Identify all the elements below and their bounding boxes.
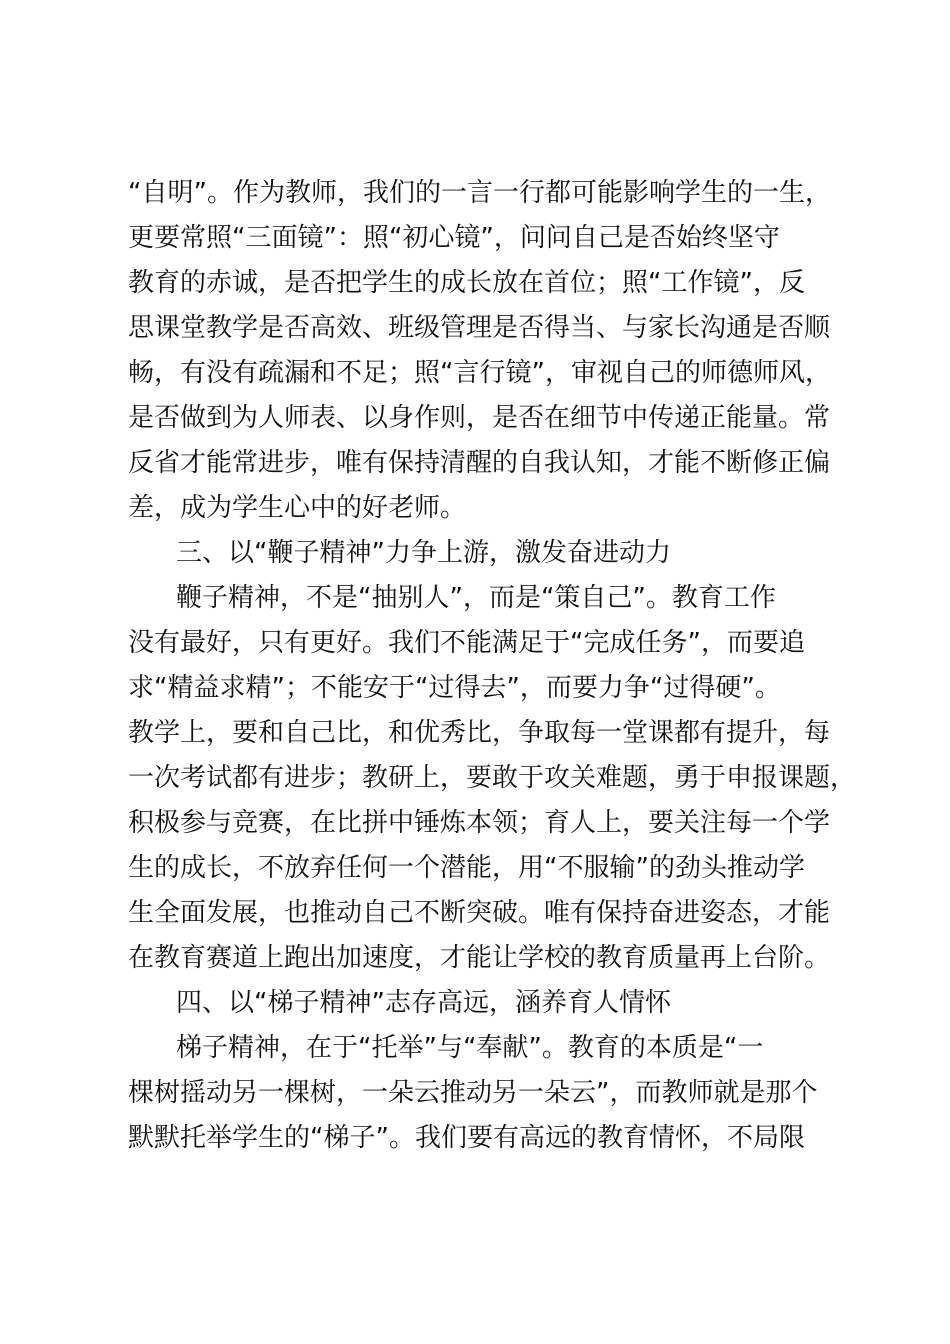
text-line: 没有最好，只有更好。我们不能满足于“完成任务”，而要追 bbox=[128, 628, 805, 658]
text-line: 是否做到为人师表、以身作则，是否在细节中传递正能量。常 bbox=[128, 403, 831, 433]
text-line: 一次考试都有进步；教研上，要敢于攻关难题，勇于申报课题， bbox=[128, 763, 857, 793]
text-line: 更要常照“三面镜”：照“初心镜”，问问自己是否始终坚守 bbox=[128, 223, 780, 253]
text-line: 生全面发展，也推动自己不断突破。唯有保持奋进姿态，才能 bbox=[128, 898, 831, 928]
section-heading-4: 四、以“梯子精神”志存高远，涵养育人情怀 bbox=[176, 988, 671, 1018]
paragraph-start: 鞭子精神，不是“抽别人”，而是“策自己”。教育工作 bbox=[176, 583, 776, 613]
text-line: 积极参与竞赛，在比拼中锤炼本领；育人上，要关注每一个学 bbox=[128, 808, 831, 838]
text-line: 差，成为学生心中的好老师。 bbox=[128, 493, 467, 523]
text-line: 求“精益求精”；不能安于“过得去”，而要力争“过得硬”。 bbox=[128, 673, 781, 703]
text-line: 反省才能常进步，唯有保持清醒的自我认知，才能不断修正偏 bbox=[128, 448, 831, 478]
section-heading-3: 三、以“鞭子精神”力争上游，激发奋进动力 bbox=[176, 538, 671, 568]
text-line: 畅，有没有疏漏和不足；照“言行镜”，审视自己的师德师风， bbox=[128, 358, 831, 388]
text-line: 在教育赛道上跑出加速度，才能让学校的教育质量再上台阶。 bbox=[128, 943, 831, 973]
text-line: 教学上，要和自己比，和优秀比，争取每一堂课都有提升，每 bbox=[128, 718, 831, 748]
paragraph-start: 梯子精神，在于“托举”与“奉献”。教育的本质是“一 bbox=[176, 1033, 764, 1063]
text-line: 默默托举学生的“梯子”。我们要有高远的教育情怀，不局限 bbox=[128, 1123, 805, 1153]
text-line: 生的成长，不放弃任何一个潜能，用“不服输”的劲头推动学 bbox=[128, 853, 805, 883]
text-line: 思课堂教学是否高效、班级管理是否得当、与家长沟通是否顺 bbox=[128, 313, 831, 343]
body-text bbox=[128, 171, 858, 1161]
text-line: “自明”。作为教师，我们的一言一行都可能影响学生的一生， bbox=[128, 178, 831, 208]
text-line: 教育的赤诚，是否把学生的成长放在首位；照“工作镜”，反 bbox=[128, 268, 805, 298]
text-line: 棵树摇动另一棵树，一朵云推动另一朵云”，而教师就是那个 bbox=[128, 1078, 818, 1108]
